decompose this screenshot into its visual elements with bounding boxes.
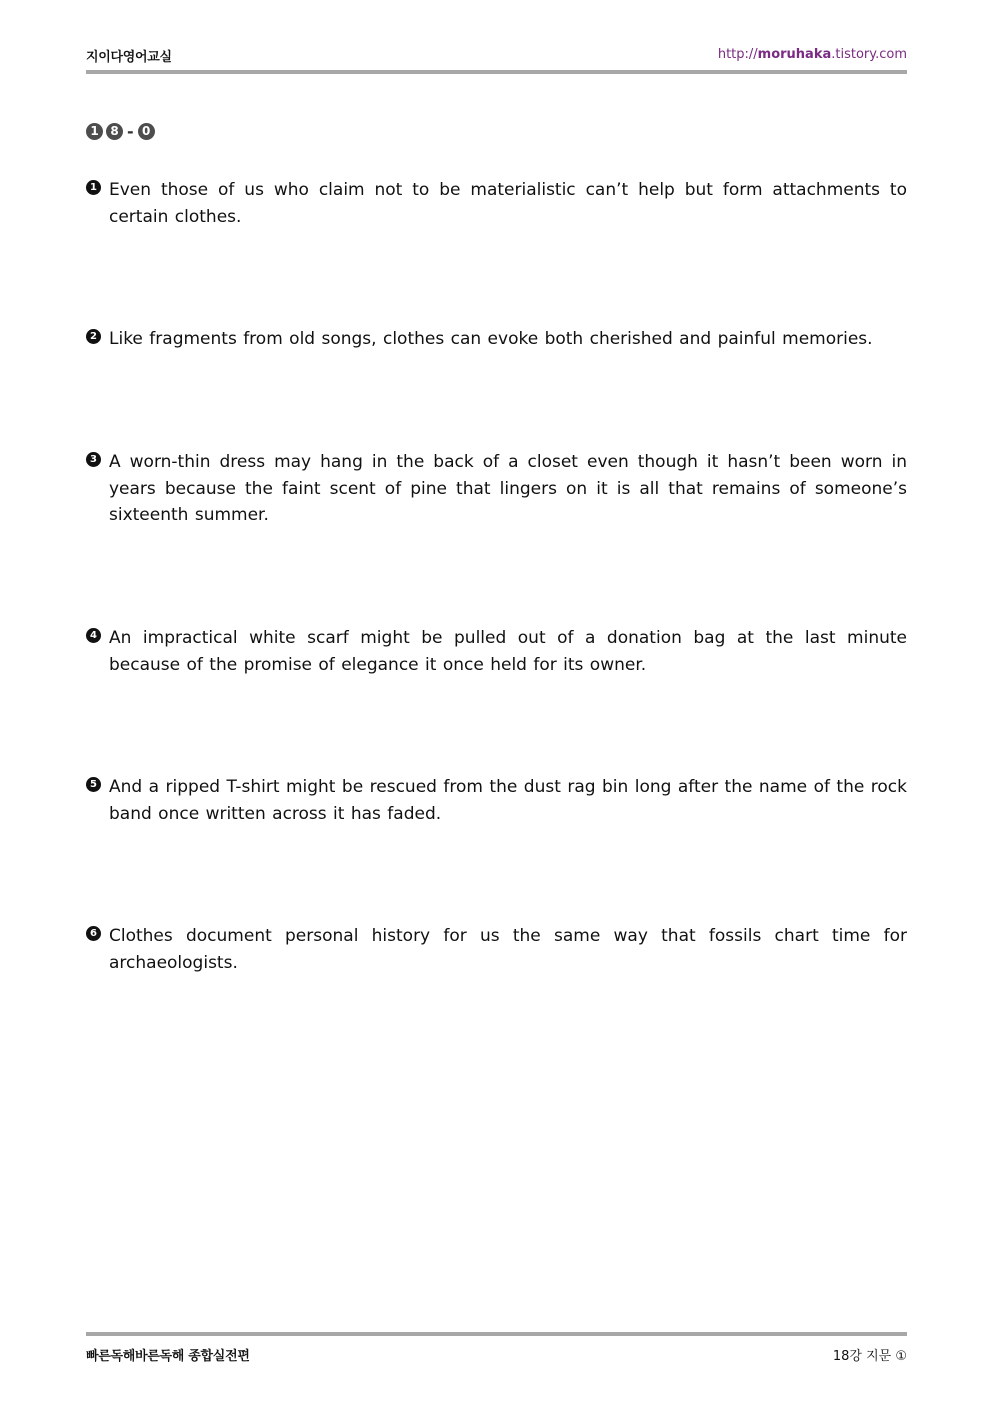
sentence-number-badge: 4 (86, 628, 101, 643)
sentence-number-badge: 6 (86, 926, 101, 941)
sentence-4 (86, 625, 907, 678)
page-header (86, 44, 907, 70)
sentence-number-badge: 3 (86, 452, 101, 467)
footer-lesson-label: 18강 지문 ① (832, 1349, 907, 1364)
section-digit-badge: 1 (86, 123, 103, 140)
sentence-1 (86, 177, 907, 230)
sentence-5 (86, 774, 907, 827)
header-divider (86, 70, 907, 74)
url-suffix: .tistory.com (831, 47, 907, 62)
section-label (86, 121, 155, 141)
sentence-text: Even those of us who claim not to be materialistic can’t help but form attachments to certain clothes. (109, 180, 907, 227)
sentence-number-badge: 5 (86, 777, 101, 792)
section-dash: - (127, 121, 134, 141)
sentence-text: An impractical white scarf might be pulled out of a donation bag at the last minute because of the promise of elegance it once held for its owner. (109, 628, 907, 675)
sentence-text: Clothes document personal history for us the same way that fossils chart time for archaeologists. (109, 926, 907, 973)
url-prefix: http:// (717, 47, 758, 62)
sentence-text: And a ripped T-shirt might be rescued from the dust rag bin long after the name of the rock band once written across it has faded. (109, 777, 907, 824)
url-bold: moruhaka (757, 47, 832, 62)
section-digit-badge: 8 (106, 123, 123, 140)
sentence-text: Like fragments from old songs, clothes can evoke both cherished and painful memories. (109, 329, 873, 349)
header-url-link[interactable] (718, 47, 907, 62)
sentence-6 (86, 923, 907, 976)
sentence-text: A worn-thin dress may hang in the back of a closet even though it hasn’t been worn in years because the faint scent of pine that lingers on it is all that remains of someone’s sixteenth summer. (109, 452, 907, 525)
sentence-number-badge: 2 (86, 329, 101, 344)
section-digit-badge: 0 (138, 123, 155, 140)
sentence-2 (86, 326, 907, 353)
sentence-3 (86, 449, 907, 529)
sentence-number-badge: 1 (86, 180, 101, 195)
footer-divider (86, 1332, 907, 1336)
header-site-name: 지이다영어교실 (86, 50, 172, 65)
footer-book-title: 빠른독해바른독해 종합실전편 (86, 1349, 250, 1364)
